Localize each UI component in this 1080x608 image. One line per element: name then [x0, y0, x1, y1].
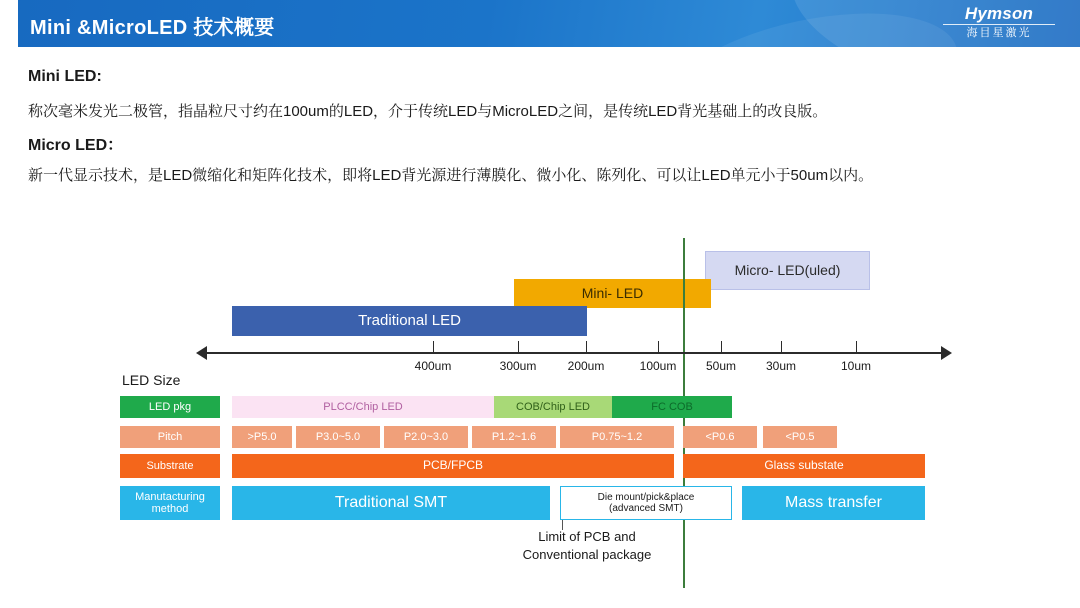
axis-tick-label: 400um — [414, 359, 452, 373]
category-mini-led: Mini- LED — [514, 279, 711, 308]
company-logo — [934, 4, 1064, 40]
cell-glass-substrate: Glass substate — [683, 454, 925, 478]
cell-pitch-3: P2.0~3.0 — [384, 426, 468, 448]
cell-pitch-1: >P5.0 — [232, 426, 292, 448]
axis-tick — [781, 341, 782, 352]
category-micro-led: Micro- LED(uled) — [705, 251, 870, 290]
category-traditional-led: Traditional LED — [232, 306, 587, 336]
limit-caption-line1: Limit of PCB and — [538, 529, 636, 544]
cell-pitch-4: P1.2~1.6 — [472, 426, 556, 448]
axis-tick — [721, 341, 722, 352]
cell-fc-cob: FC COB — [612, 396, 732, 418]
logo-divider — [943, 24, 1055, 25]
cell-pitch-7: <P0.5 — [763, 426, 837, 448]
axis-tick-label: 50um — [705, 359, 737, 373]
axis-tick-label: 100um — [639, 359, 677, 373]
page-title: Mini &MicroLED 技术概要 — [30, 17, 275, 39]
mini-led-paragraph: 称次毫米发光二极管，指晶粒尺寸约在100um的LED，介于传统LED与MicroLED之间，是传统LED背光基础上的改良版。 — [28, 103, 828, 120]
axis-tick-label: 10um — [840, 359, 872, 373]
axis-tick — [586, 341, 587, 352]
logo-brand-cn-text: 海目星激光 — [966, 27, 1032, 39]
cell-cob-chip-led: COB/Chip LED — [494, 396, 612, 418]
page-header — [0, 0, 1080, 47]
size-axis-line — [200, 352, 948, 354]
cell-die-mount-line2: (advanced SMT) — [609, 503, 683, 514]
row-label-pitch: Pitch — [120, 426, 220, 448]
limit-caption — [498, 528, 676, 563]
axis-tick-label: 300um — [499, 359, 537, 373]
axis-tick — [518, 341, 519, 352]
axis-tick — [658, 341, 659, 352]
row-label-substrate: Substrate — [120, 454, 220, 478]
cell-pitch-6: <P0.6 — [683, 426, 757, 448]
logo-brand-text: Hymson — [964, 4, 1034, 23]
axis-tick — [433, 341, 434, 352]
cell-plcc-chip-led: PLCC/Chip LED — [232, 396, 494, 418]
mini-led-heading: Mini LED: — [28, 68, 102, 85]
axis-title: LED Size — [122, 372, 181, 388]
limit-caption-line2: Conventional package — [522, 546, 652, 562]
axis-tick-label: 30um — [765, 359, 797, 373]
row-label-led-pkg: LED pkg — [120, 396, 220, 418]
axis-tick — [856, 341, 857, 352]
header-accent-bar — [0, 0, 18, 47]
micro-led-heading: Micro LED： — [28, 137, 124, 154]
cell-traditional-smt: Traditional SMT — [232, 486, 550, 520]
led-technology-diagram — [0, 210, 1080, 608]
axis-tick-label: 200um — [567, 359, 605, 373]
cell-mass-transfer: Mass transfer — [742, 486, 925, 520]
cell-pitch-5: P0.75~1.2 — [560, 426, 674, 448]
axis-arrow-right-icon — [941, 346, 952, 360]
cell-die-mount-line1: Die mount/pick&place — [597, 491, 695, 503]
cell-pcb-fpcb: PCB/FPCB — [232, 454, 674, 478]
micro-led-paragraph: 新一代显示技术，是LED微缩化和矩阵化技术，即将LED背光源进行薄膜化、微小化、陈列化、可以让LED单元小于50um以内。 — [28, 167, 874, 184]
cell-pitch-2: P3.0~5.0 — [296, 426, 380, 448]
cell-die-mount — [560, 486, 732, 520]
axis-arrow-left-icon — [196, 346, 207, 360]
row-label-manufacturing-method: Manutacturing method — [120, 486, 220, 520]
